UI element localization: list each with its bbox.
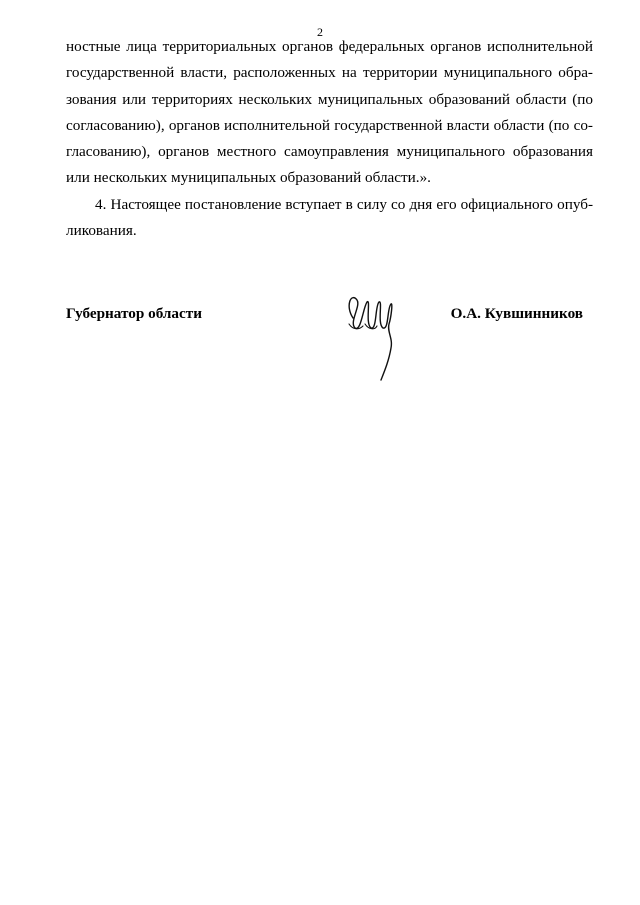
document-body bbox=[66, 34, 593, 244]
signatory-title: Губернатор области bbox=[66, 305, 202, 322]
text-line: согласованию), органов исполнительной государственной власти области (по со- bbox=[66, 116, 593, 134]
signatory-name: О.А. Кувшинников bbox=[450, 305, 583, 322]
signature-block bbox=[66, 300, 593, 400]
handwritten-signature bbox=[341, 288, 401, 388]
text-line: зования или территориях нескольких муниципальных образований области (по bbox=[66, 90, 593, 108]
text-line: 4. Настоящее постановление вступает в силу со дня его официального опуб- bbox=[95, 195, 593, 213]
text-line: или нескольких муниципальных образований области.». bbox=[66, 169, 431, 187]
paragraph-continuation bbox=[66, 34, 593, 192]
text-line: ностные лица территориальных органов федеральных органов исполнительной bbox=[66, 38, 593, 55]
text-line: гласованию), органов местного самоуправления муниципального образования bbox=[66, 143, 593, 161]
paragraph-item-4 bbox=[66, 192, 593, 245]
text-line: государственной власти, расположенных на территории муниципального обра- bbox=[66, 64, 593, 82]
text-line: ликования. bbox=[66, 222, 137, 240]
page-number: 2 bbox=[317, 25, 323, 39]
